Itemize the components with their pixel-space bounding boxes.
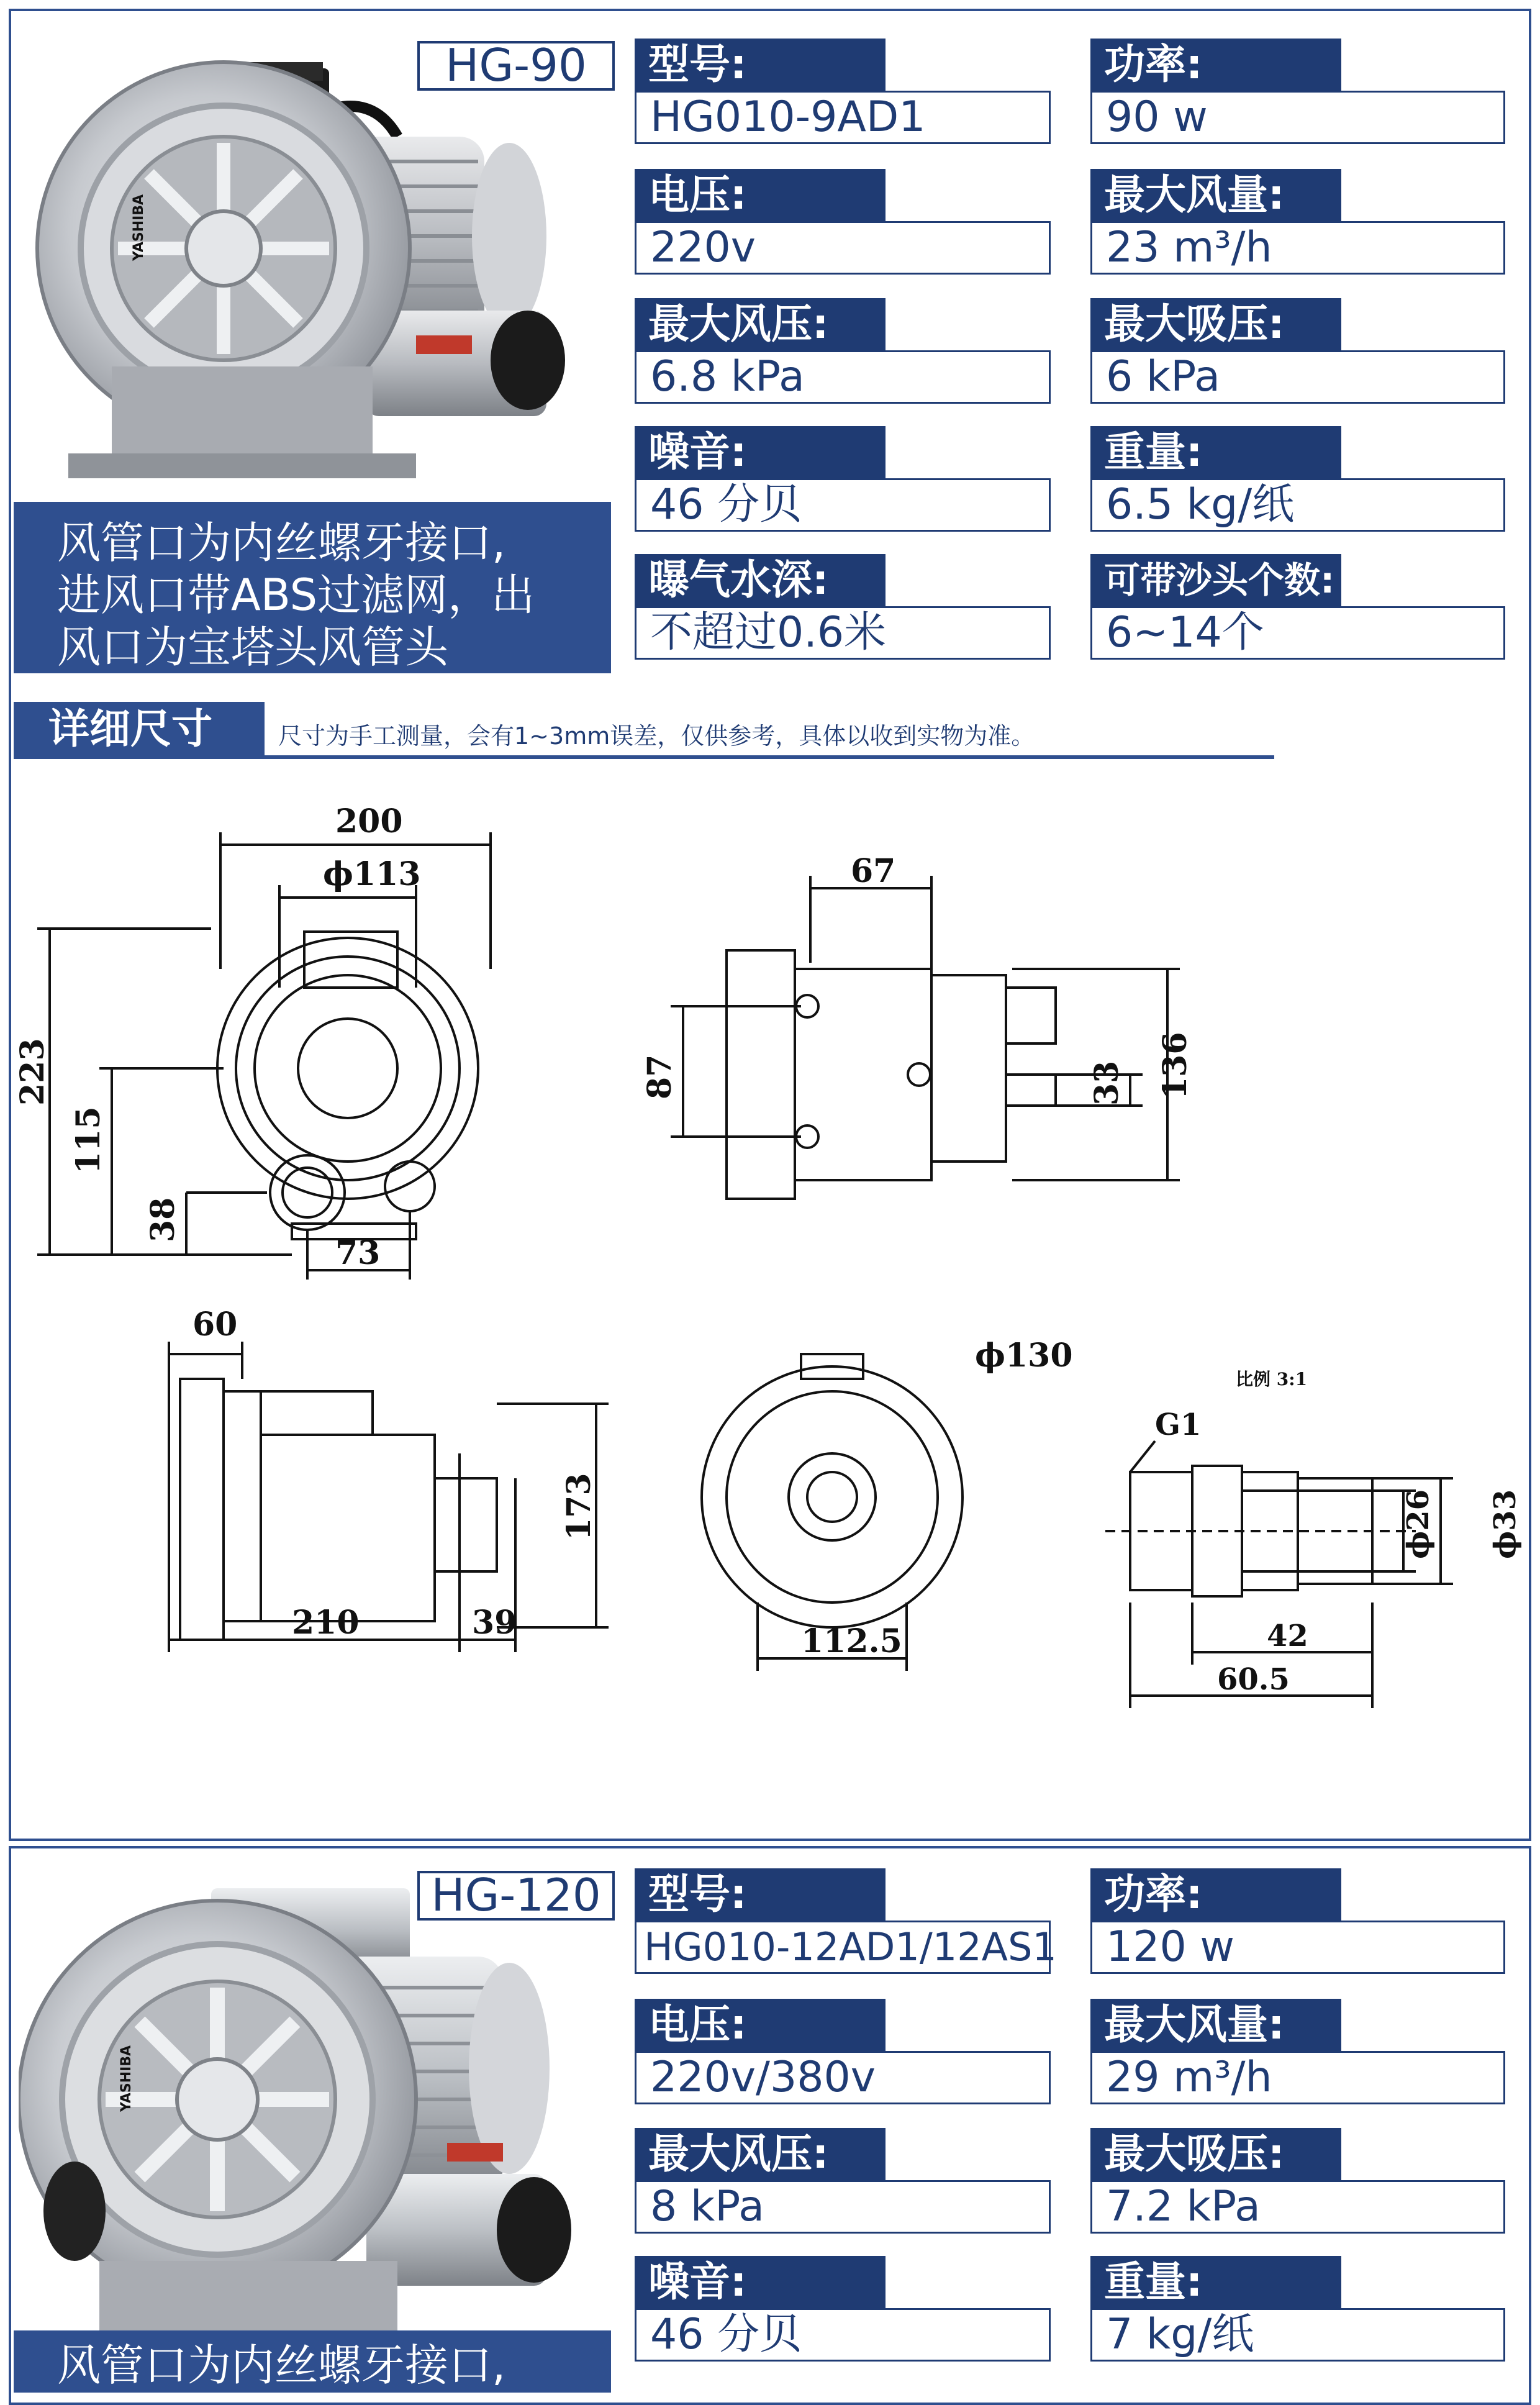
description-line: 进风口带ABS过滤网，出 <box>57 570 535 621</box>
spec-value-model: HG010-12AD1/12AS1 <box>635 1921 1051 1974</box>
dim-nozzle-len2: 60.5 <box>1217 1662 1290 1697</box>
spec-label-noise: 噪音: <box>635 2256 886 2308</box>
spec-label-max-pressure: 最大风压: <box>635 298 886 350</box>
spec-value-max-suction: 7.2 kPa <box>1090 2180 1505 2234</box>
dim-thread: G1 <box>1155 1407 1202 1442</box>
blower-photo-hg120 <box>19 1863 590 2385</box>
dim-side2-length: 210 <box>292 1604 360 1642</box>
dim-front-height: 223 <box>14 1038 52 1106</box>
dim-nozzle-outer: ϕ33 <box>1488 1489 1523 1559</box>
spec-label-voltage: 电压: <box>635 169 886 221</box>
spec-value-weight: 7 kg/纸 <box>1090 2308 1505 2362</box>
spec-value-weight: 6.5 kg/纸 <box>1090 478 1505 532</box>
dim-front-center: 115 <box>70 1106 107 1174</box>
spec-label-noise: 噪音: <box>635 426 886 478</box>
section-divider <box>14 755 1274 759</box>
dim-front-port: 73 <box>335 1234 381 1272</box>
spec-value-power: 120 w <box>1090 1921 1505 1974</box>
spec-value-max-suction: 6 kPa <box>1090 350 1505 404</box>
spec-label-voltage: 电压: <box>635 1999 886 2051</box>
dim-nozzle-len1: 42 <box>1267 1619 1308 1653</box>
spec-value-noise: 46 分贝 <box>635 2308 1051 2362</box>
spec-label-power: 功率: <box>1090 1868 1341 1921</box>
brand-text: YASHIBA <box>119 2045 134 2112</box>
spec-value-max-pressure: 6.8 kPa <box>635 350 1051 404</box>
description-line: 风口为宝塔头风管头 <box>57 622 448 673</box>
spec-label-max-suction: 最大吸压: <box>1090 298 1341 350</box>
spec-label-aeration-depth: 曝气水深: <box>635 554 886 606</box>
blower-photo-hg90 <box>19 43 590 503</box>
spec-value-airflow: 29 m³/h <box>1090 2051 1505 2104</box>
dim-back-diameter: ϕ130 <box>975 1337 1073 1375</box>
model-tag: HG-120 <box>417 1871 615 1921</box>
spec-value-noise: 46 分贝 <box>635 478 1051 532</box>
dim-side-left: 87 <box>641 1054 679 1099</box>
dim-front-width: 200 <box>335 802 403 840</box>
brand-text: YASHIBA <box>131 194 147 261</box>
spec-value-voltage: 220v <box>635 221 1051 275</box>
dim-front-inlet: ϕ113 <box>323 855 421 893</box>
dim-side-top: 67 <box>851 852 896 890</box>
section-title-dimensions: 详细尺寸 <box>14 702 265 759</box>
spec-label-model: 型号: <box>635 39 886 91</box>
spec-value-aeration-depth: 不超过0.6米 <box>635 606 1051 660</box>
spec-label-weight: 重量: <box>1090 426 1341 478</box>
dim-side-right: 136 <box>1156 1032 1194 1099</box>
product-description <box>14 502 611 673</box>
dim-side2-top: 60 <box>192 1306 238 1343</box>
spec-label-power: 功率: <box>1090 39 1341 91</box>
spec-label-stone-count: 可带沙头个数: <box>1090 554 1341 606</box>
spec-value-model: HG010-9AD1 <box>635 91 1051 144</box>
spec-label-airflow: 最大风量: <box>1090 169 1341 221</box>
technical-drawings <box>0 783 1540 1789</box>
spec-value-power: 90 w <box>1090 91 1505 144</box>
dim-nozzle-inner: ϕ26 <box>1401 1489 1436 1559</box>
dim-side2-height: 173 <box>560 1473 598 1540</box>
dim-side2-tail: 39 <box>472 1604 517 1642</box>
spec-label-weight: 重量: <box>1090 2256 1341 2308</box>
spec-label-model: 型号: <box>635 1868 886 1921</box>
description-line: 风管口为内丝螺牙接口, <box>57 2340 506 2391</box>
description-line: 风管口为内丝螺牙接口, <box>57 517 506 568</box>
spec-label-airflow: 最大风量: <box>1090 1999 1341 2051</box>
spec-value-stone-count: 6~14个 <box>1090 606 1505 660</box>
product-description <box>14 2330 611 2393</box>
dim-back-width: 112.5 <box>801 1622 902 1660</box>
dim-scale: 比例 3:1 <box>1236 1369 1308 1389</box>
dim-side-hose: 33 <box>1088 1060 1126 1106</box>
measurement-note: 尺寸为手工测量，会有1~3mm误差，仅供参考，具体以收到实物为准。 <box>278 722 1035 750</box>
spec-label-max-suction: 最大吸压: <box>1090 2128 1341 2180</box>
dim-front-base: 38 <box>144 1197 182 1242</box>
spec-value-voltage: 220v/380v <box>635 2051 1051 2104</box>
spec-value-airflow: 23 m³/h <box>1090 221 1505 275</box>
model-tag: HG-90 <box>417 41 615 91</box>
spec-value-max-pressure: 8 kPa <box>635 2180 1051 2234</box>
spec-label-max-pressure: 最大风压: <box>635 2128 886 2180</box>
